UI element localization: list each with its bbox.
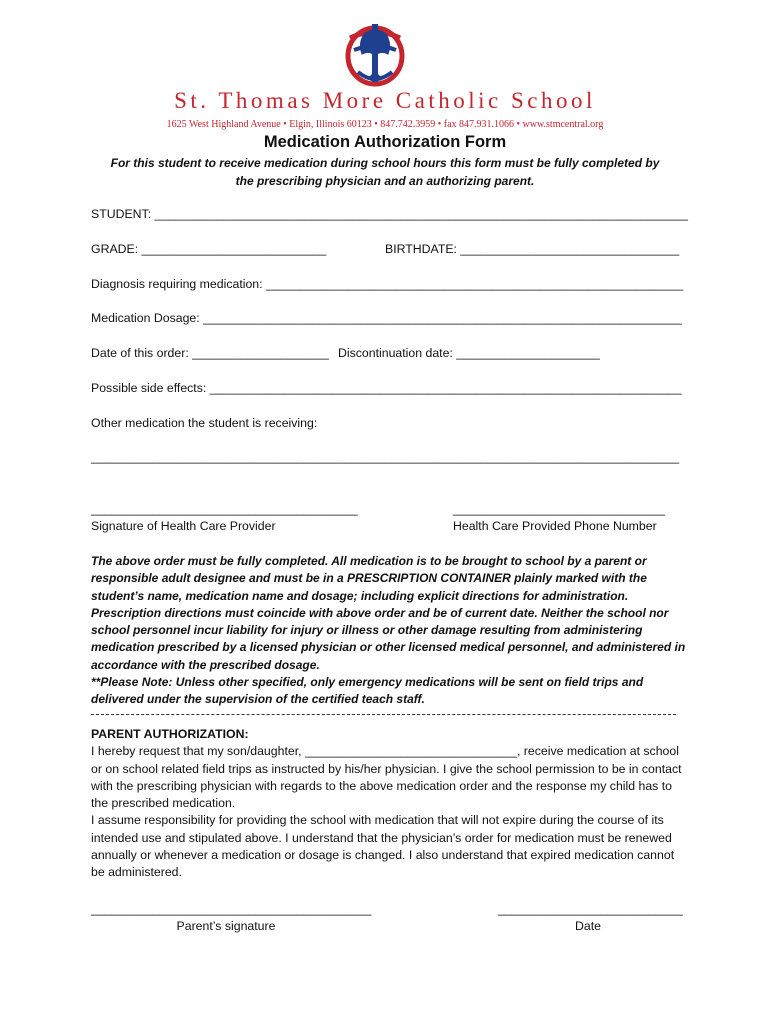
parent-signature-label: Parent’s signature [176, 919, 276, 933]
provider-signature-line[interactable]: _______________________________________ [91, 502, 358, 516]
parent-responsibility-paragraph: I assume responsibility for providing the school with medication that will not expire during the course of its intended use and stipulated above. I understand that the physician’s order for medication must be renewed annually or whenever a medication or dosage is changed. I also understand that expired medication cannot be administered. [91, 813, 675, 880]
date-label: Date [575, 919, 601, 933]
order-notice-paragraph: The above order must be fully completed. All medication is to be brought to school by a parent or responsible adult designee and must be in a PRESCRIPTION CONTAINER plainly marked with the student’s name, medication name and dosage; including explicit directions for administration. Prescription directions must coincide with above order and be of current date. Neither the school nor school personnel incur liability for injury or illness or other damage resulting from administering medication prescribed by a licensed physician or other licensed medical personnel, and administered in accordance with the prescribed dosage. [91, 554, 686, 672]
field-trip-note: **Please Note: Unless other specified, only emergency medications will be sent on field trips and delivered under the supervision of the certified teach staff. [91, 675, 644, 707]
school-name: St. Thomas More Catholic School [174, 88, 596, 113]
school-logo-crest [340, 20, 410, 88]
date-line[interactable]: ___________________________ [498, 902, 683, 916]
order-notice [91, 553, 691, 709]
parent-request-paragraph: I hereby request that my son/daughter, _______________________________, receive medication at school or on school related field trips as instructed by his/her physician. I give the school permission to be in contact with the prescribing physician with regards to the above medication order and the response my child has to the prescribed medication. [91, 744, 682, 811]
other-medication-label: Other medication the student is receiving: [91, 416, 318, 430]
form-title: Medication Authorization Form [263, 133, 507, 151]
provider-phone-label: Health Care Provided Phone Number [453, 519, 657, 533]
side-effects-field[interactable]: Possible side effects: _____________________________________________________________________ [91, 381, 682, 395]
section-divider [91, 714, 676, 715]
provider-signature-label: Signature of Health Care Provider [91, 519, 276, 533]
school-address: 1625 West Highland Avenue • Elgin, Illinois 60123 • 847.742.3959 • fax 847.931.1066 • www.stmcentral.org [166, 119, 604, 130]
diagnosis-field[interactable]: Diagnosis requiring medication: _____________________________________________________________ [91, 277, 684, 291]
dosage-field[interactable]: Medication Dosage: ______________________________________________________________________ [91, 311, 682, 325]
parent-authorization-heading: PARENT AUTHORIZATION: [91, 727, 249, 741]
provider-phone-line[interactable]: _______________________________ [453, 502, 666, 516]
form-subtitle: For this student to receive medication during school hours this form must be fully completed by the prescribing physician and an authorizing parent. [110, 156, 660, 188]
discontinuation-date-field[interactable]: Discontinuation date: _____________________ [338, 346, 600, 360]
parent-authorization-section [91, 726, 691, 882]
order-date-field[interactable]: Date of this order: ____________________ [91, 346, 329, 360]
birthdate-field[interactable]: BIRTHDATE: ________________________________ [385, 242, 680, 256]
student-field[interactable]: STUDENT: ______________________________________________________________________________ [91, 207, 688, 221]
grade-field[interactable]: GRADE: ___________________________ [91, 242, 327, 256]
parent-signature-line[interactable]: _________________________________________ [91, 902, 372, 916]
other-medication-field[interactable]: ______________________________________________________________________________________ [91, 450, 680, 464]
